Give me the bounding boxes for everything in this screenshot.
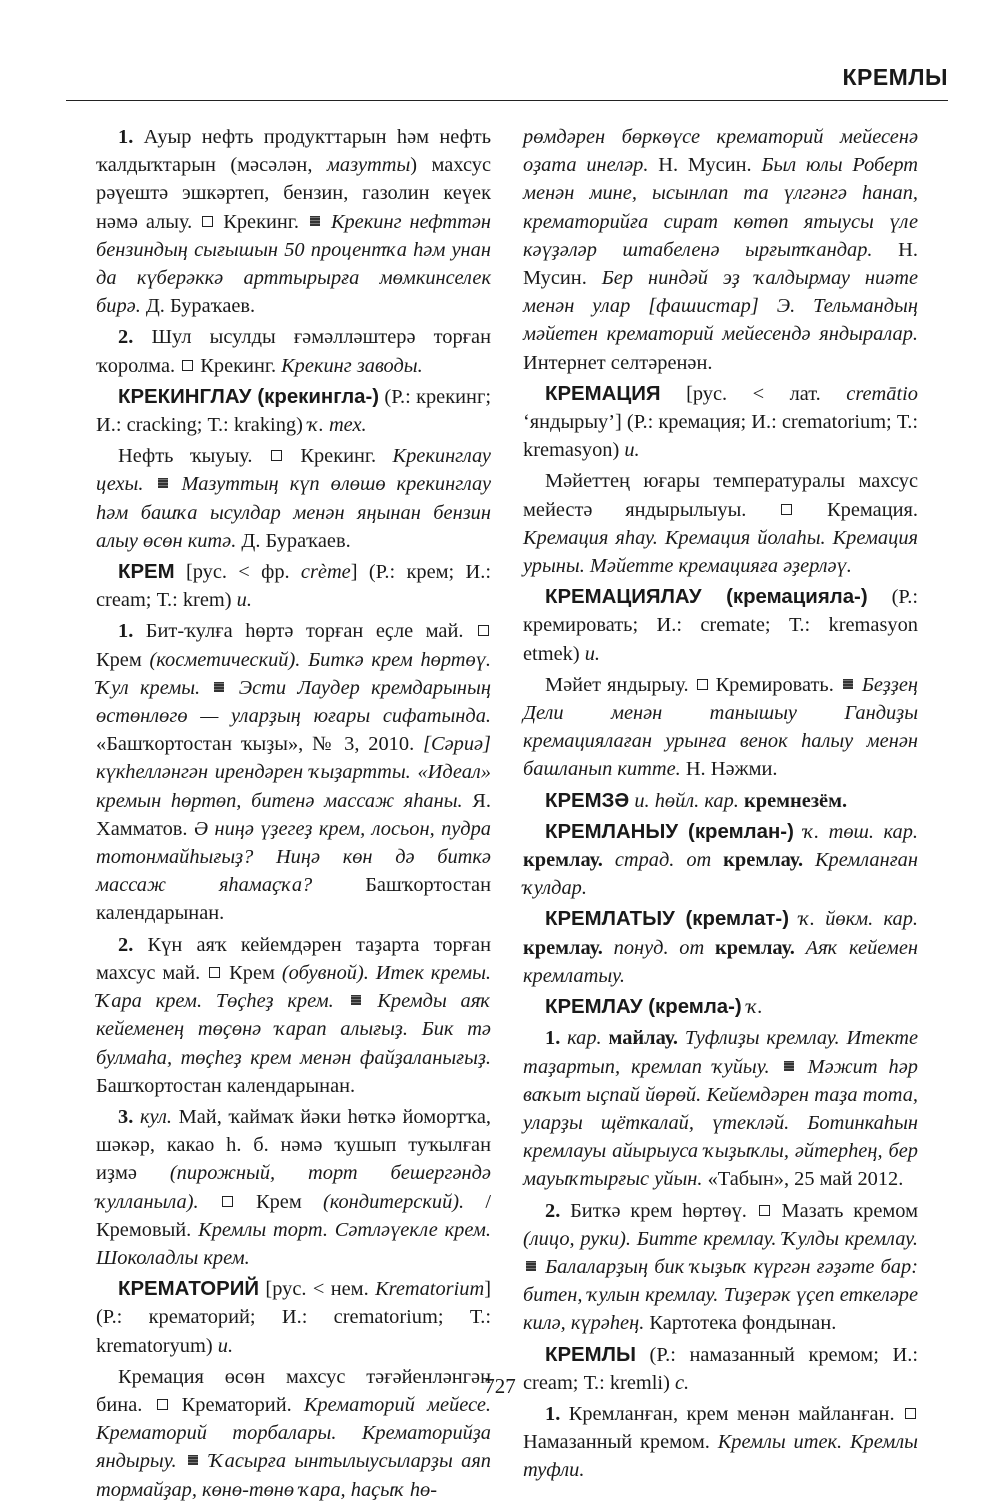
- continued-paragraph: рөмдәрен бөркөүсе крематорий мейесенә оҙата инеләр. Н. Мусин. Был юлы Роберт менән мине, ысынлап та үлгәнгә һанап, крематорийға сират көтөп ятыусы үле кәүҙәләр штабеленә ырғытҡандар. Н. Мусин. Бер ниндәй эҙ ҡалдырмау ниәте менән улар [фашистар] Э. Тельмандың мәйетен крематорий мейесендә яндыралар. Интернет селтәренән.: [523, 126, 919, 374]
- sense-paragraph: 1. кар. майлау. Туфлиҙы кремлау. Итекте таҙартып, кремлап ҡуйыу. Мәжит һәр ваҡыт ыҫпай йөрөй. Кейемдәрен таҙа тота, уларҙы щёткалай, үтекләй. Ботинкаһын кремлауы айырыуса ҡыҙыҡлы, әйтерһең, бер мауыҡтырғыс уйын. «Табын», 25 май 2012.: [523, 1027, 918, 1191]
- headword: КРЕМЛАТЫУ (кремлат-): [545, 908, 789, 931]
- headword: КРЕМАЦИЯ: [545, 382, 661, 405]
- white-square-icon: [478, 625, 489, 636]
- page-header: [66, 56, 948, 101]
- white-square-icon: [271, 450, 282, 461]
- white-square-icon: [905, 1408, 916, 1419]
- entry-kremly: КРЕМЛЫ (Р.: намазанный кремом; И.: cream; Т.: kremli) с.: [523, 1343, 918, 1394]
- entry-kremaciya: КРЕМАЦИЯ [рус. < лат. cremātio ‘яндырыу’] (Р.: кремация; И.: crematorium; Т.: kremasyon) и.: [523, 382, 918, 462]
- black-square-icon: [188, 1455, 198, 1465]
- entry-krematoriy: КРЕМАТОРИЙ [рус. < нем. Krematorium] (Р.: крематорий; И.: crematorium; Т.: krematoryum) и.: [96, 1278, 491, 1357]
- white-square-icon: [182, 360, 193, 371]
- black-square-icon: [310, 216, 320, 226]
- entry-kremlatyu: КРЕМЛАТЫУ (кремлат-) ҡ. йөкм. кар. кремлау. понуд. от кремлау. Аяҡ кейемен кремлатыу.: [523, 908, 918, 987]
- white-square-icon: [209, 967, 220, 978]
- white-square-icon: [759, 1205, 770, 1216]
- sense-paragraph: 1. Бит-ҡулға һөртә торған еҫле май. Крем (косметический). Биткә крем һөртөү. Ҡул кремы. Эсти Лаудер кремдарының өстөнлөгө — уларҙың юғары сифатында. «Башҡортостан ҡыҙы», № 3, 2010. [Сәриә] күкһелләнгән ирендәрен ҡыҙартты. «Идеал» кремын һөртөп, битенә массаж яһаны. Я. Хамматов. Ә ниңә үҙегеҙ крем, лосьон, пудра тотонмайһығыҙ? Ниңә көн дә биткә массаж яһамаҫҡа? Башҡортостан календарынан.: [96, 620, 492, 925]
- sense-paragraph: 1. Кремланған, крем менән майланған. Намазанный кремом. Кремлы итек. Кремлы туфли.: [523, 1402, 918, 1482]
- white-square-icon: [157, 1399, 168, 1410]
- headword: КРЕМАЦИЯЛАУ (кремацияла-): [545, 586, 868, 609]
- sense-number: 1.: [118, 126, 134, 148]
- entry-krekinglau: КРЕКИНГЛАУ (крекингла-) (Р.: крекинг; И.: cracking; Т.: kraking) ҡ. тех.: [96, 385, 491, 437]
- headword: КРЕКИНГЛАУ (крекингла-): [118, 385, 380, 408]
- definition-paragraph: Мәйеттең юғары температуралы махсус мейестә яндырылыуы. Кремация. Кремация яһау. Кремация йолаһы. Кремация урыны. Мәйетте кремацияға әҙерләү.: [523, 470, 919, 578]
- white-square-icon: [781, 504, 792, 515]
- sense-paragraph: 2. Күн аяҡ кейемдәрен таҙарта торған махсус май. Крем (обувной). Итек кремы. Ҡара крем. Төҫһеҙ крем. Кремды аяҡ кейеменең төҫөнә ҡарап алығыҙ. Бик тә булмаһа, төҫһеҙ крем менән файҙаланығыҙ. Башҡортостан календарынан.: [96, 933, 492, 1097]
- page-number: 727: [484, 1374, 516, 1398]
- black-square-icon: [784, 1061, 794, 1071]
- sense-number: 1.: [118, 620, 134, 643]
- white-square-icon: [697, 679, 708, 690]
- headword: КРЕМ: [118, 561, 175, 584]
- headword: КРЕМЛЫ: [545, 1343, 636, 1366]
- sense-paragraph: 1. Ауыр нефть продукттарын һәм нефть ҡалдыҡтарын (мәсәлән, мазутты) махсус рәүештә эшкәртеп, бензин, газолин кеүек нәмә алыу. Крекинг. Крекинг нефттән бензиндың сығышын 50 процентҡа һәм унан да күберәккә арттырырға мөмкинселек бирә. Д. Бураҡаев.: [96, 126, 491, 318]
- left-column: [96, 123, 491, 1507]
- black-square-icon: [214, 682, 224, 692]
- black-square-icon: [843, 679, 853, 689]
- headword: КРЕМЗӘ: [545, 789, 630, 812]
- white-square-icon: [202, 216, 213, 227]
- sense-number: 1.: [545, 1402, 561, 1425]
- sense-number: 2.: [118, 326, 134, 349]
- headword: КРЕМАТОРИЙ: [118, 1278, 260, 1301]
- sense-paragraph: 2. Биткә крем һөртөү. Мазать кремом (лицо, руки). Битте кремлау. Ҡулды кремлау. Балаларҙың бик ҡыҙыҡ күргән ғәҙәте бар: битен, ҡулын кремлау. Тиҙерәк үҫеп еткеләре килә, күрәһең. Картотека фондынан.: [523, 1199, 919, 1335]
- entry-kremaciyalau: КРЕМАЦИЯЛАУ (кремацияла-) (Р.: кремировать; И.: cremate; Т.: kremasyon etmek) и.: [523, 586, 918, 665]
- black-square-icon: [158, 478, 168, 488]
- running-head: КРЕМЛЫ: [842, 64, 948, 90]
- sense-number: 3.: [118, 1105, 134, 1128]
- headword: КРЕМЛАНЫУ (кремлан-): [545, 820, 794, 843]
- definition-paragraph: Кремация өсөн махсус тәғәйенләнгән бина. Крематорий. Крематорий мейесе. Крематорий торбалары. Крематорийҙа яндырыу. Ҡасырға ынтылыусыларҙы аяп тормайҙар, көнө-төнө ҡара, һаҫыҡ һө-: [96, 1365, 491, 1501]
- definition-paragraph: Нефть ҡыуыу. Крекинг. Крекинглау цехы. Мазуттың күп өлөшө крекинглау һәм башҡа ысулдар менән яңынан бензин алыу өсөн китә. Д. Бураҡаев.: [96, 445, 491, 552]
- definition-paragraph: Мәйет яндырыу. Кремировать. Беҙҙең Дели менән танышыу Гандиҙы кремациялаған урынға венок һалыу менән башланып китте. Н. Нәжми.: [523, 673, 918, 781]
- black-square-icon: [351, 995, 361, 1005]
- headword: КРЕМЛАУ (кремла-): [545, 996, 742, 1019]
- white-square-icon: [222, 1196, 233, 1207]
- right-column: [523, 123, 918, 1488]
- sense-number: 2.: [545, 1199, 561, 1222]
- sense-paragraph: 2. Шул ысулды ғәмәлләштерә торған ҡоролма. Крекинг. Крекинг заводы.: [96, 326, 491, 377]
- sense-paragraph: 3. кул. Май, ҡаймаҡ йәки һөткә йомортҡа, шәкәр, какао һ. б. нәмә ҡушып туҡылған иҙмә (пирожный, торт бешергәндә ҡулланыла). Крем (кондитерский). / Кремовый. Кремлы торт. Сәтләүекле крем. Шоколадлы крем.: [96, 1105, 491, 1269]
- sense-number: 1.: [545, 1027, 561, 1050]
- sense-number: 2.: [118, 933, 134, 956]
- black-square-icon: [526, 1261, 536, 1271]
- entry-kremze: КРЕМЗӘ и. һөйл. кар. кремнезём.: [545, 789, 848, 812]
- entry-krem: КРЕМ [рус. < фр. crème] (Р.: крем; И.: cream; Т.: krem) и.: [96, 561, 491, 612]
- entry-kremlanyu: КРЕМЛАНЫУ (кремлан-) ҡ. төш. кар. кремлау. страд. от кремлау. Кремланған ҡулдар.: [523, 820, 918, 900]
- entry-kremlau: КРЕМЛАУ (кремла-) ҡ.: [545, 996, 763, 1019]
